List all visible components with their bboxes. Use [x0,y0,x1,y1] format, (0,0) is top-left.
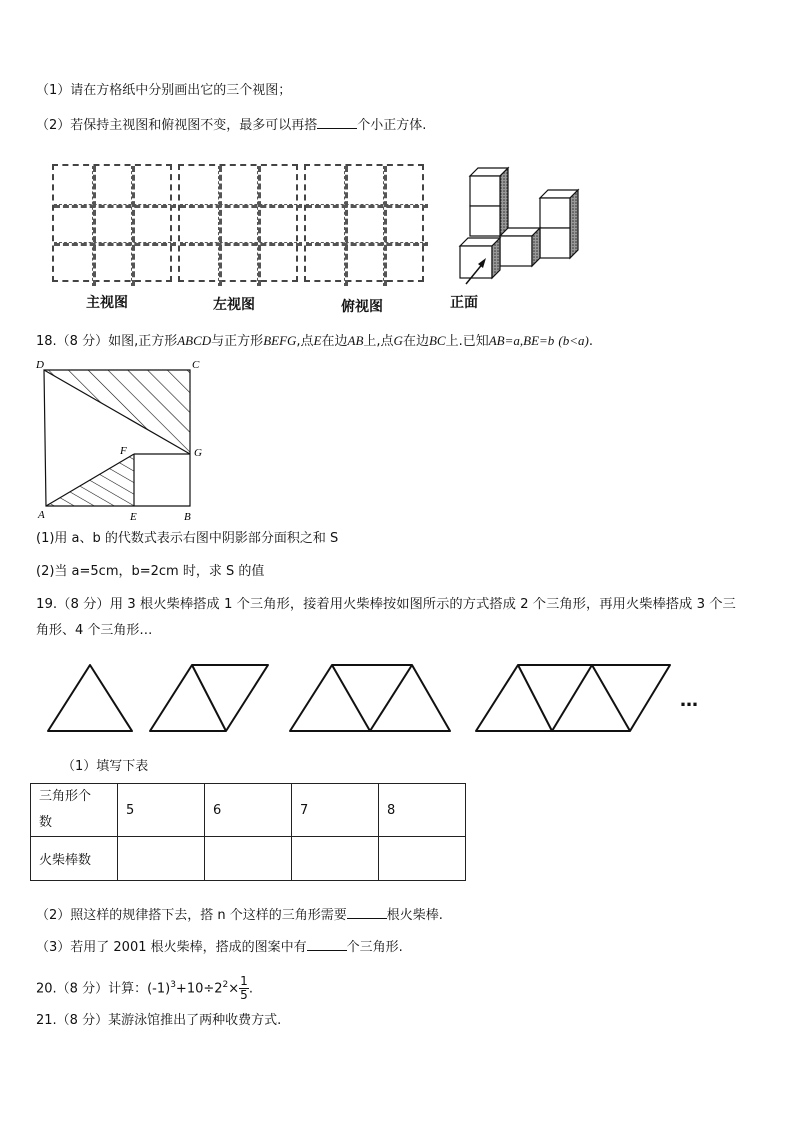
q18-stem-pre: 18.（8 分）如图,正方形 [36,334,178,349]
left-view-grid[interactable] [178,164,298,282]
q18-abcd: ABCD [177,333,212,348]
caption-front-view: 主视图 [86,295,128,311]
matchstick-triangles [40,655,740,740]
q20-mid: +10÷2 [175,981,223,997]
q20-times: × [228,981,240,997]
q18-mid6: 上.已知 [445,334,489,349]
front-view-grid[interactable] [52,164,172,282]
answer-blank[interactable] [317,116,357,129]
label-A: A [38,509,45,521]
answer-blank[interactable] [307,938,347,951]
top-view-grid[interactable] [304,164,424,282]
q19-stem-line1: 19.（8 分）用 3 根火柴棒搭成 1 个三角形，接着用火柴棒按如图所示的方式搭成 2 个三角形，再用火柴棒搭成 3 个三 [36,597,736,612]
q19-part2-pre: （2）照这样的规律搭下去，搭 n 个这样的三角形需要 [36,908,347,923]
label-B: B [184,511,191,523]
label-F: F [120,445,127,457]
q18-bc: BC [428,333,446,348]
q19-part2 [36,906,443,925]
table-cell: 7 [292,784,379,837]
table-row [31,784,466,837]
q19-part3-post: 个三角形. [346,940,403,955]
q18-g: G [393,333,403,348]
answer-cell[interactable] [379,837,466,881]
q19-part3 [36,938,403,957]
label-C: C [192,359,200,371]
q18-e: E [313,333,322,348]
table-cell: 5 [118,784,205,837]
q18-befg: BEFG [263,333,297,348]
answer-blank[interactable] [347,906,387,919]
q20-pre: 20.（8 分）计算：(-1) [36,981,171,997]
q18-cond: AB=a,BE=b [488,333,555,348]
q19-stem-line2: 角形、4 个三角形… [36,623,153,638]
caption-front-face: 正面 [450,295,478,311]
q20-end: . [248,981,253,997]
q19-part1: （1）填写下表 [62,759,149,774]
q18-mid1: 与正方形 [211,334,264,349]
matchstick-table [30,783,466,881]
q19-part2-post: 根火柴棒. [386,908,443,923]
row1-header-line2: 数 [39,815,53,830]
label-E: E [130,511,137,523]
q18-ab: AB [347,333,364,348]
table-cell: 6 [205,784,292,837]
ellipsis: … [680,690,698,711]
fraction [239,975,249,1002]
q18-stem [36,332,593,351]
q18-sub1: (1)用 a、b 的代数式表示右图中阴影部分面积之和 S [36,531,339,546]
q17-part1: （1）请在方格纸中分别画出它的三个视图； [36,83,292,98]
q21-stem: 21.（8 分）某游泳馆推出了两种收费方式. [36,1013,282,1028]
answer-cell[interactable] [205,837,292,881]
q20-exp2: 2 [222,980,229,990]
table-row [31,837,466,881]
q18-mid4: 上,点 [363,334,394,349]
q20-exp1: 3 [170,980,176,990]
q18-mid5: 在边 [402,334,429,349]
q20-expression [36,970,253,1004]
q18-end: . [588,334,593,349]
row1-header-line1: 三角形个 [39,789,92,804]
answer-cell[interactable] [118,837,205,881]
answer-cell[interactable] [292,837,379,881]
caption-top-view: 俯视图 [341,299,383,315]
caption-left-view: 左视图 [213,297,255,313]
q17-part2-post: 个小正方体. [357,118,427,133]
label-D: D [36,359,44,371]
q19-part3-pre: （3）若用了 2001 根火柴棒，搭成的图案中有 [36,940,307,955]
fraction-numerator: 1 [240,974,248,989]
table-cell: 8 [379,784,466,837]
q18-mid2: ,点 [296,334,314,349]
q18-paren: (b<a) [558,333,589,348]
fraction-denominator: 5 [240,988,248,1003]
label-G: G [194,447,202,459]
row2-header: 火柴棒数 [31,837,118,881]
q17-part2-pre: （2）若保持主视图和俯视图不变，最多可以再搭 [36,118,318,133]
cube-stack-figure [452,160,592,290]
row1-header [31,784,118,837]
square-figure [34,356,214,526]
q18-sub2: (2)当 a=5cm，b=2cm 时，求 S 的值 [36,564,265,579]
q17-part2 [36,116,426,135]
q18-mid3: 在边 [321,334,348,349]
